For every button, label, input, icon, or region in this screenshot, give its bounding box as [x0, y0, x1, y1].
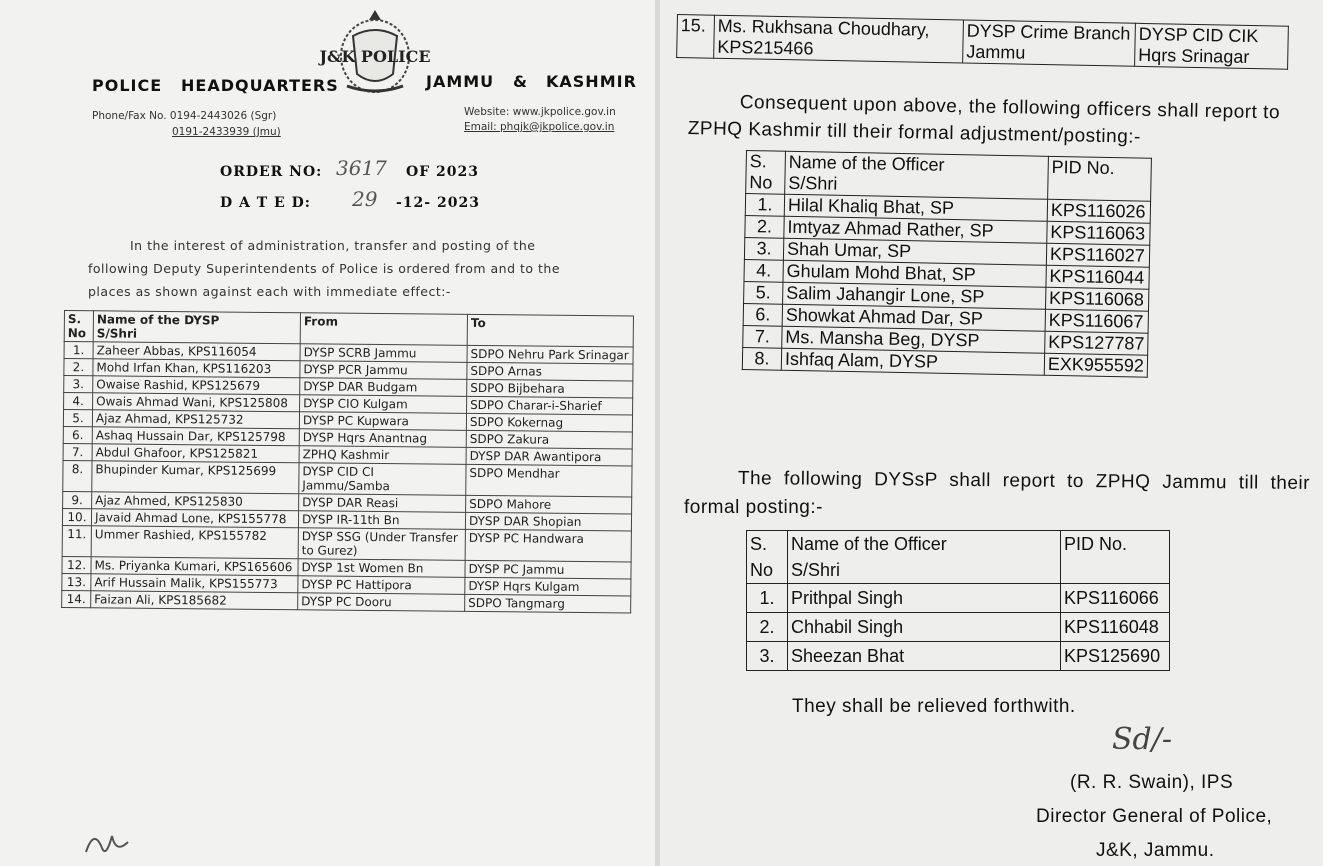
table-row: 3. Sheezan Bhat KPS125690	[747, 642, 1170, 671]
relieved-note: They shall be relieved forthwith.	[792, 696, 1076, 717]
order-number-handwritten: 3617	[336, 156, 387, 180]
table-row: 13. Arif Hussain Malik, KPS155773 DYSP PC Hattipora DYSP Hqrs Kulgam	[62, 573, 631, 595]
para1-line-1: Consequent upon above, the following officers shall report to	[739, 92, 1281, 124]
website: Website: www.jkpolice.gov.in	[464, 106, 616, 118]
table-row: 4. Ghulam Mohd Bhat, SP KPS116044	[744, 259, 1149, 289]
table-header-row	[746, 151, 1152, 202]
pid-header: PID No.	[1048, 156, 1152, 201]
email: Email: phqjk@jkpolice.gov.in	[464, 121, 615, 133]
zphq-kashmir-table	[742, 150, 1152, 378]
table-row: 3. Owaise Rashid, KPS125679 DYSP DAR Budgam SDPO Bijbehara	[64, 376, 633, 398]
signature-sd: Sd/-	[1112, 722, 1172, 757]
continued-transfer-table	[676, 14, 1289, 70]
intro-line-1: In the interest of administration, transfer and posting of the	[130, 238, 536, 253]
table-row: 15. Ms. Rukhsana Choudhary, KPS215466 DYSP Crime Branch Jammu DYSP CID CIK Hqrs Srinagar	[677, 15, 1289, 70]
sno-header: S. No	[746, 151, 786, 195]
table-row: 10. Javaid Ahmad Lone, KPS155778 DYSP IR-11th Bn DYSP DAR Shopian	[62, 508, 631, 530]
phone-line-1: Phone/Fax No. 0194-2443026 (Sgr)	[92, 110, 277, 122]
signatory-name: (R. R. Swain), IPS	[1070, 772, 1234, 793]
dated-day-handwritten: 29	[352, 187, 378, 211]
sno-header: S. No	[64, 311, 93, 342]
intro-line-2: following Deputy Superintendents of Police is ordered from and to the	[88, 261, 561, 276]
para1-line-2: ZPHQ Kashmir till their formal adjustment/posting:-	[687, 118, 1142, 148]
para2-line-1: The following DYSsP shall report to ZPHQ Jammu till their	[737, 468, 1311, 494]
pid-header: PID No.	[1061, 531, 1170, 584]
table-row: 9. Ajaz Ahmed, KPS125830 DYSP DAR Reasi SDPO Mahore	[63, 491, 632, 513]
from-header: From	[300, 313, 467, 346]
phone-line-2: 0191-2433939 (Jmu)	[172, 126, 281, 138]
left-document-page	[0, 0, 655, 866]
header-police: POLICE	[92, 76, 163, 95]
dated-rest: -12- 2023	[396, 195, 480, 211]
table-row: 12. Ms. Priyanka Kumari, KPS165606 DYSP 1st Women Bn DYSP PC Jammu	[62, 556, 631, 578]
header-headquarters: HEADQUARTERS	[181, 76, 339, 95]
right-document-page	[660, 0, 1323, 866]
sno-header: S. No	[747, 531, 788, 584]
table-row: 5. Ajaz Ahmad, KPS125732 DYSP PC Kupwara SDPO Kokernag	[63, 410, 632, 432]
intro-line-3: places as shown against each with immediate effect:-	[88, 284, 451, 299]
table-row: 1. Prithpal Singh KPS116066	[747, 584, 1170, 613]
name-header: Name of the DYSP S/Shri	[93, 311, 300, 344]
table-row: 2. Mohd Irfan Khan, KPS116203 DYSP PCR Jammu SDPO Arnas	[64, 359, 633, 381]
table-row: 1. Hilal Khaliq Bhat, SP KPS116026	[745, 194, 1150, 224]
name-header: Name of the Officer S/Shri	[785, 151, 1049, 199]
header-jammu: JAMMU	[426, 72, 495, 91]
table-row: 11. Ummer Rashied, KPS155782 DYSP SSG (Under Transfer to Gurez) DYSP PC Handwara	[62, 525, 631, 561]
table-row: 5. Salim Jahangir Lone, SP KPS116068	[744, 281, 1149, 311]
signatory-title: Director General of Police,	[1036, 806, 1273, 827]
order-label: ORDER NO:	[220, 164, 323, 180]
table-row: 6. Ashaq Hussain Dar, KPS125798 DYSP Hqrs Anantnag SDPO Zakura	[63, 426, 632, 448]
header-kashmir: KASHMIR	[546, 72, 637, 91]
zphq-jammu-table	[746, 530, 1170, 671]
para2-line-2: formal posting:-	[684, 497, 823, 518]
table-row: 4. Owais Ahmad Wani, KPS125808 DYSP CIO Kulgam SDPO Charar-i-Sharief	[64, 393, 633, 415]
initials-scribble-icon	[82, 822, 132, 860]
order-year: OF 2023	[406, 164, 479, 180]
header-ampersand: &	[513, 72, 528, 91]
table-row: 8. Ishfaq Alam, DYSP EXK955592	[742, 347, 1147, 377]
table-row: 7. Abdul Ghafoor, KPS125821 ZPHQ Kashmir DYSP DAR Awantipora	[63, 443, 632, 465]
transfer-table	[61, 310, 634, 613]
table-header-row	[747, 531, 1170, 584]
name-header: Name of the Officer S/Shri	[788, 531, 1061, 584]
table-row: 3. Shah Umar, SP KPS116027	[744, 237, 1149, 267]
emblem-text: J&K POLICE	[319, 47, 431, 66]
to-header: To	[467, 314, 633, 347]
dated-label: D A T E D:	[220, 195, 311, 211]
signatory-place: J&K, Jammu.	[1096, 840, 1215, 861]
table-row: 8. Bhupinder Kumar, KPS125699 DYSP CID CI Jammu/Samba SDPO Mendhar	[63, 460, 632, 496]
police-emblem-icon	[319, 6, 431, 98]
table-row: 14. Faizan Ali, KPS185682 DYSP PC Dooru SDPO Tangmarg	[62, 590, 631, 612]
table-row: 7. Ms. Mansha Beg, DYSP KPS127787	[743, 325, 1148, 355]
table-row: 6. Showkat Ahmad Dar, SP KPS116067	[743, 303, 1148, 333]
table-row: 1. Zaheer Abbas, KPS116054 DYSP SCRB Jammu SDPO Nehru Park Srinagar	[64, 342, 633, 364]
table-row: 2. Chhabil Singh KPS116048	[747, 613, 1170, 642]
table-row: 2. Imtyaz Ahmad Rather, SP KPS116063	[745, 215, 1150, 245]
